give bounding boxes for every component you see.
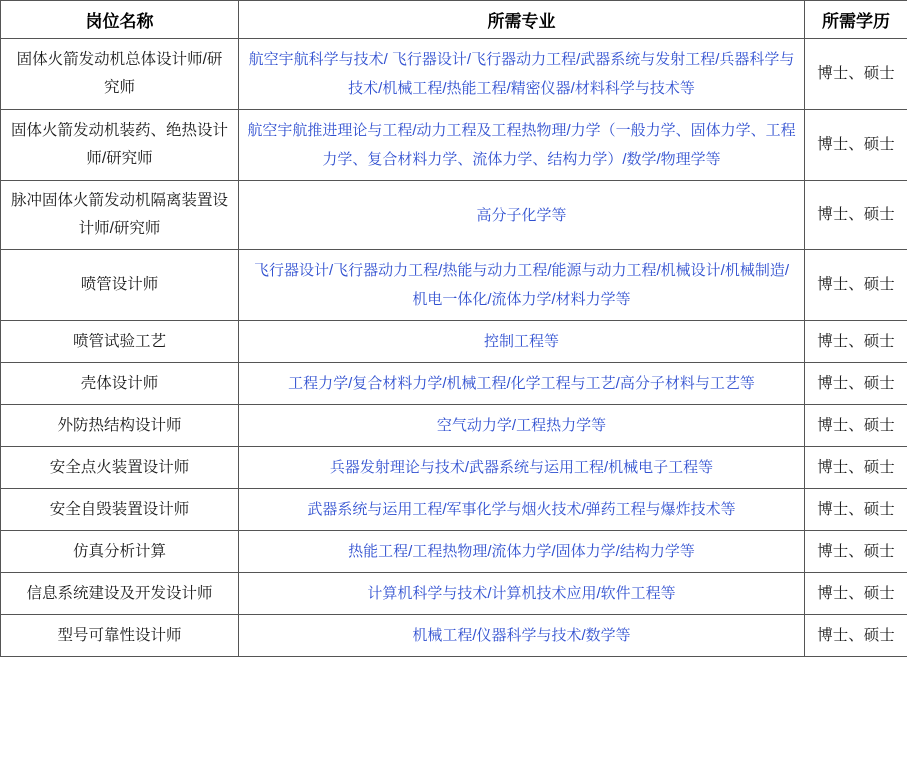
cell-major: 空气动力学/工程热力学等 bbox=[239, 405, 805, 447]
cell-major: 航空宇航科学与技术/ 飞行器设计/飞行器动力工程/武器系统与发射工程/兵器科学与技术/机械工程/热能工程/精密仪器/材料科学与技术等 bbox=[239, 39, 805, 110]
cell-degree: 博士、硕士 bbox=[805, 615, 907, 657]
cell-post: 固体火箭发动机装药、绝热设计师/研究师 bbox=[1, 110, 239, 181]
table-row bbox=[1, 615, 907, 657]
cell-degree: 博士、硕士 bbox=[805, 489, 907, 531]
table-row bbox=[1, 110, 907, 181]
cell-post: 壳体设计师 bbox=[1, 363, 239, 405]
cell-major: 计算机科学与技术/计算机技术应用/软件工程等 bbox=[239, 573, 805, 615]
cell-degree: 博士、硕士 bbox=[805, 531, 907, 573]
table-row bbox=[1, 447, 907, 489]
cell-degree: 博士、硕士 bbox=[805, 405, 907, 447]
cell-post: 喷管试验工艺 bbox=[1, 321, 239, 363]
table-row bbox=[1, 250, 907, 321]
table-header bbox=[1, 1, 907, 39]
cell-degree: 博士、硕士 bbox=[805, 250, 907, 321]
cell-post: 固体火箭发动机总体设计师/研究师 bbox=[1, 39, 239, 110]
cell-major: 高分子化学等 bbox=[239, 181, 805, 250]
cell-major: 控制工程等 bbox=[239, 321, 805, 363]
cell-post: 型号可靠性设计师 bbox=[1, 615, 239, 657]
table-row bbox=[1, 405, 907, 447]
cell-degree: 博士、硕士 bbox=[805, 110, 907, 181]
cell-major: 热能工程/工程热物理/流体力学/固体力学/结构力学等 bbox=[239, 531, 805, 573]
cell-post: 外防热结构设计师 bbox=[1, 405, 239, 447]
table-row bbox=[1, 363, 907, 405]
cell-degree: 博士、硕士 bbox=[805, 447, 907, 489]
column-header-degree: 所需学历 bbox=[805, 1, 907, 39]
table-row bbox=[1, 39, 907, 110]
table-header-row bbox=[1, 1, 907, 39]
cell-major: 飞行器设计/飞行器动力工程/热能与动力工程/能源与动力工程/机械设计/机械制造/机电一体化/流体力学/材料力学等 bbox=[239, 250, 805, 321]
column-header-major: 所需专业 bbox=[239, 1, 805, 39]
column-header-post: 岗位名称 bbox=[1, 1, 239, 39]
table-row bbox=[1, 531, 907, 573]
cell-major: 航空宇航推进理论与工程/动力工程及工程热物理/力学（一般力学、固体力学、工程力学、复合材料力学、流体力学、结构力学）/数学/物理学等 bbox=[239, 110, 805, 181]
cell-major: 兵器发射理论与技术/武器系统与运用工程/机械电子工程等 bbox=[239, 447, 805, 489]
cell-post: 脉冲固体火箭发动机隔离装置设计师/研究师 bbox=[1, 181, 239, 250]
cell-degree: 博士、硕士 bbox=[805, 573, 907, 615]
cell-major: 武器系统与运用工程/军事化学与烟火技术/弹药工程与爆炸技术等 bbox=[239, 489, 805, 531]
cell-post: 喷管设计师 bbox=[1, 250, 239, 321]
table-row bbox=[1, 321, 907, 363]
table-body bbox=[1, 39, 907, 657]
cell-major: 工程力学/复合材料力学/机械工程/化学工程与工艺/高分子材料与工艺等 bbox=[239, 363, 805, 405]
cell-post: 仿真分析计算 bbox=[1, 531, 239, 573]
table-row bbox=[1, 489, 907, 531]
cell-post: 安全自毁装置设计师 bbox=[1, 489, 239, 531]
cell-degree: 博士、硕士 bbox=[805, 321, 907, 363]
cell-post: 信息系统建设及开发设计师 bbox=[1, 573, 239, 615]
cell-degree: 博士、硕士 bbox=[805, 39, 907, 110]
cell-post: 安全点火装置设计师 bbox=[1, 447, 239, 489]
table-row bbox=[1, 573, 907, 615]
cell-degree: 博士、硕士 bbox=[805, 181, 907, 250]
cell-degree: 博士、硕士 bbox=[805, 363, 907, 405]
cell-major: 机械工程/仪器科学与技术/数学等 bbox=[239, 615, 805, 657]
table-row bbox=[1, 181, 907, 250]
